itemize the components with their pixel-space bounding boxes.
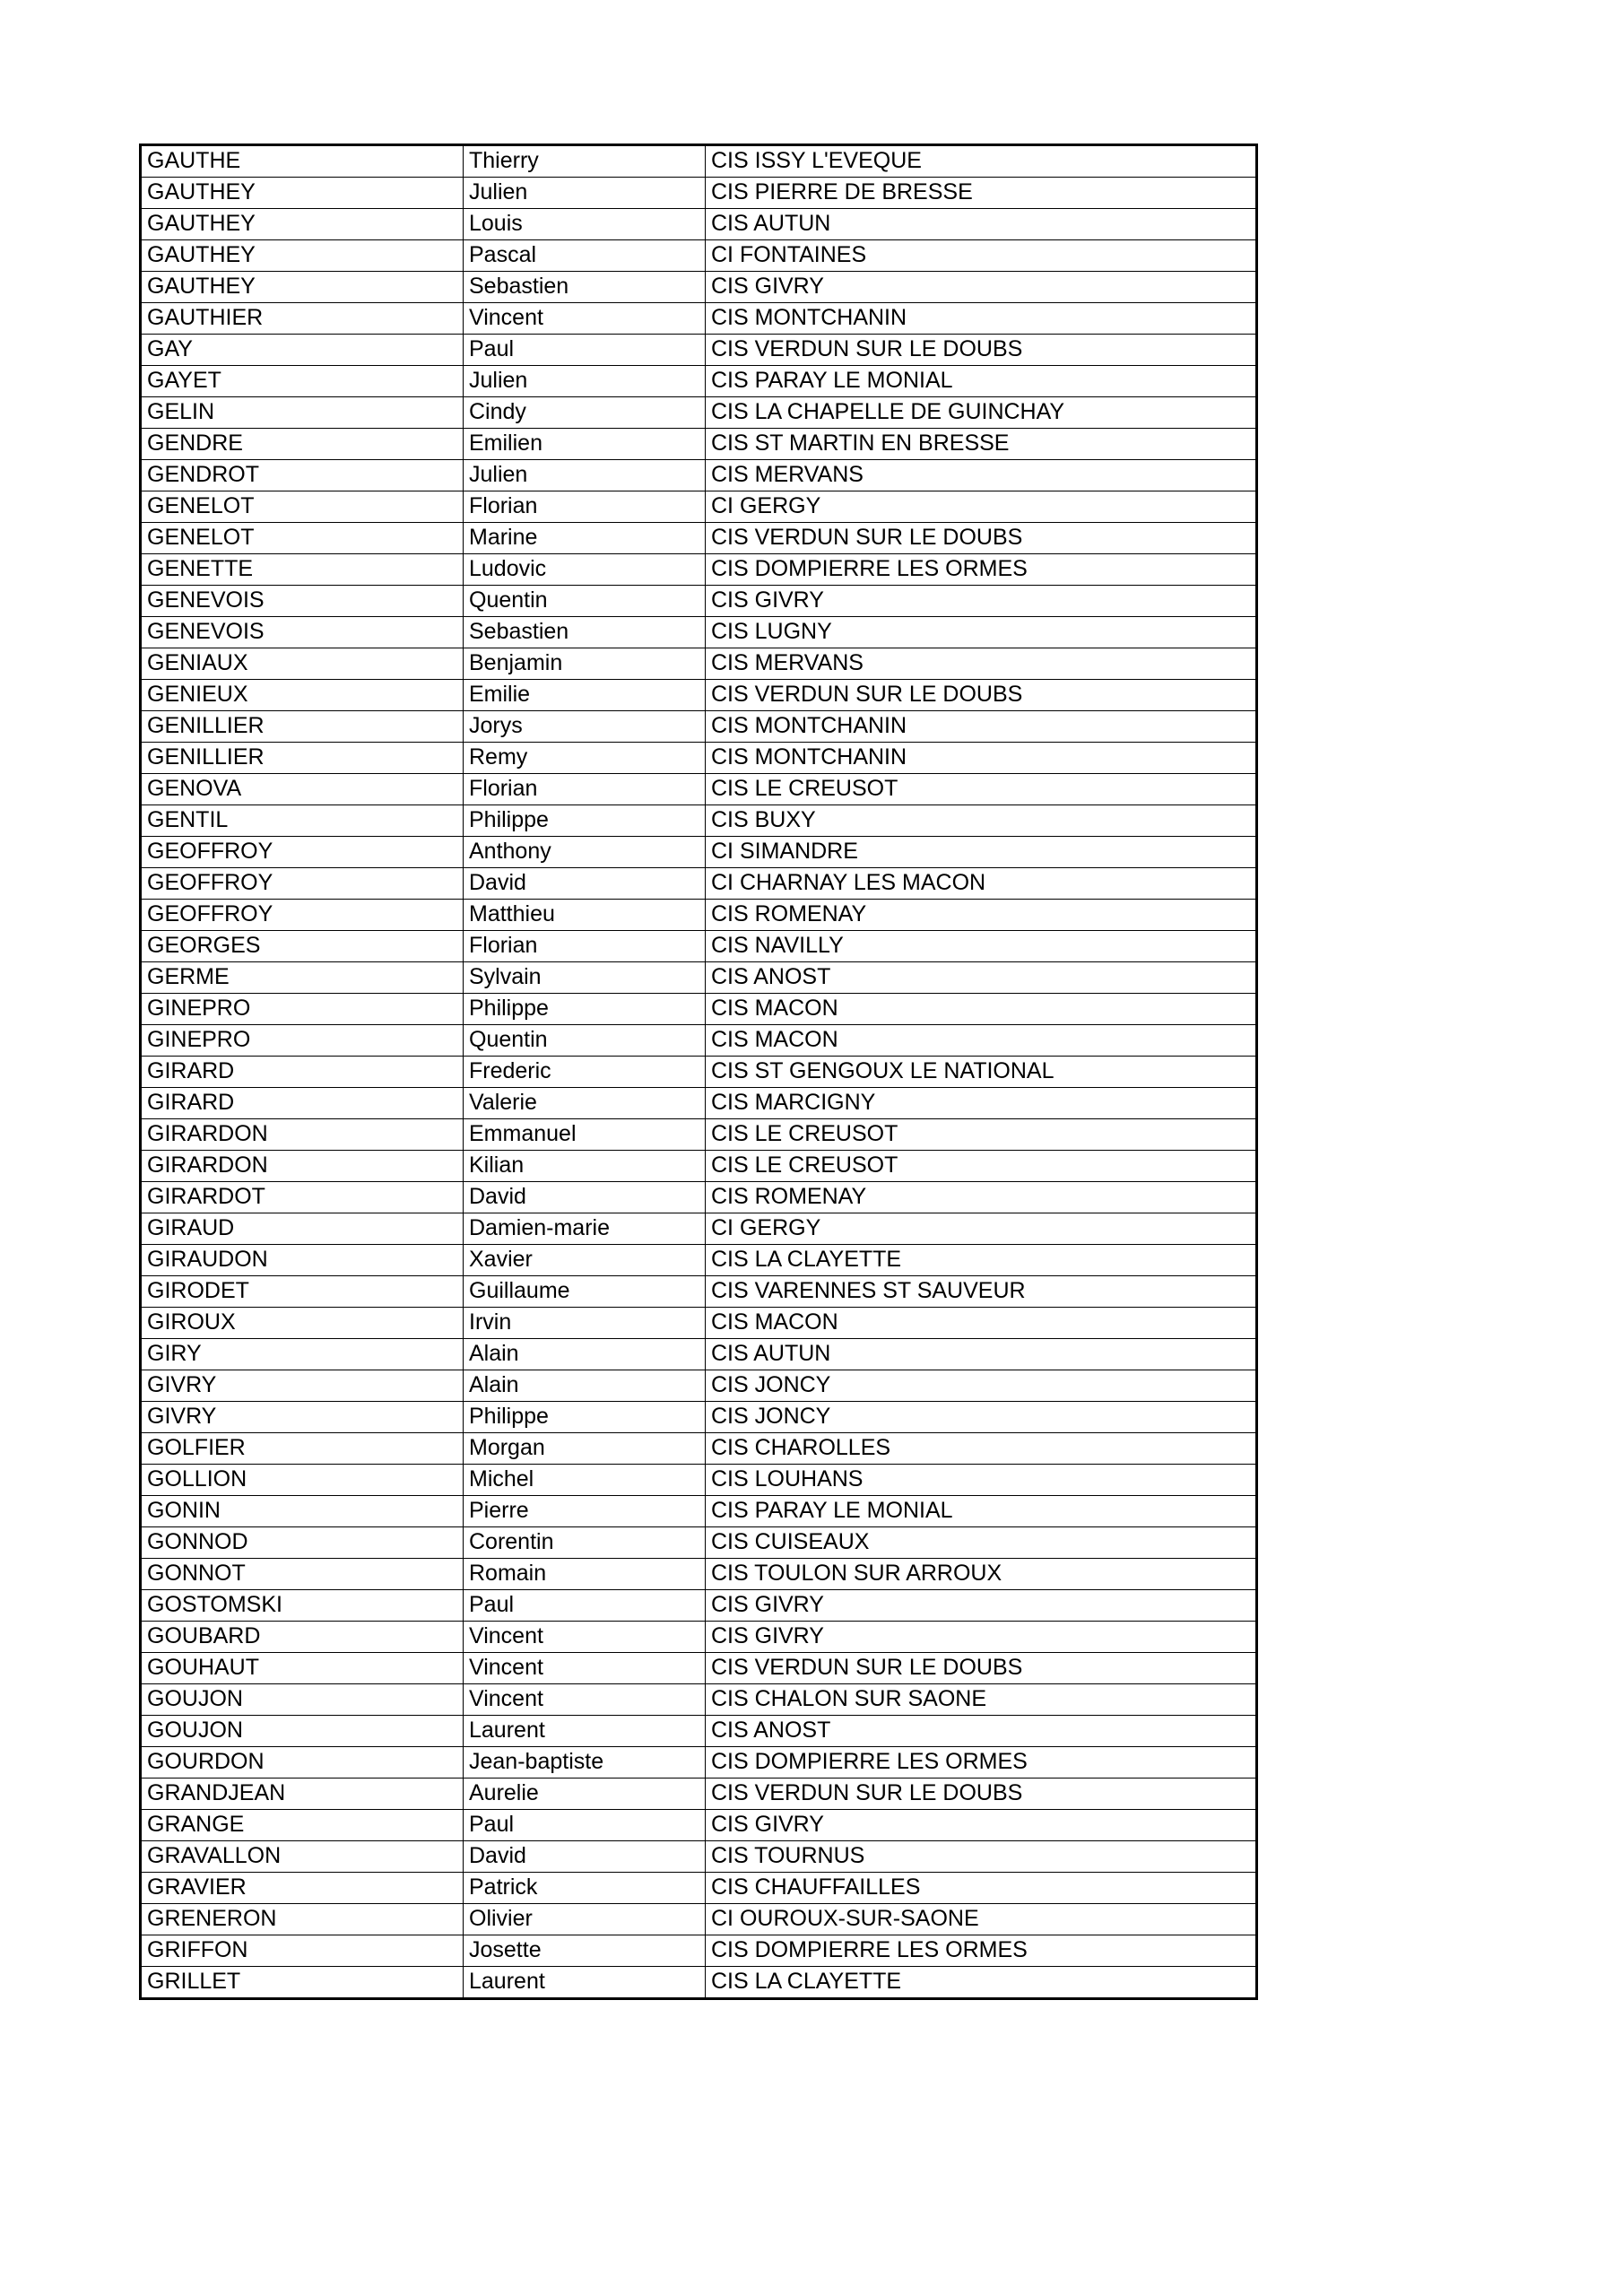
- table-row: [141, 240, 1257, 272]
- table-row: [141, 1873, 1257, 1904]
- cell-first-name: Guillaume: [464, 1276, 706, 1308]
- cell-unit: CIS DOMPIERRE LES ORMES: [706, 1747, 1257, 1779]
- cell-unit: CIS MONTCHANIN: [706, 743, 1257, 774]
- cell-last-name: GIRAUDON: [141, 1245, 464, 1276]
- cell-last-name: GRENERON: [141, 1904, 464, 1935]
- cell-first-name: Cindy: [464, 397, 706, 429]
- cell-unit: CI CHARNAY LES MACON: [706, 868, 1257, 900]
- cell-first-name: Pierre: [464, 1496, 706, 1527]
- cell-last-name: GENOVA: [141, 774, 464, 805]
- table-row: [141, 743, 1257, 774]
- table-row: [141, 1402, 1257, 1433]
- cell-first-name: Florian: [464, 931, 706, 962]
- cell-unit: CIS LE CREUSOT: [706, 774, 1257, 805]
- cell-first-name: Corentin: [464, 1527, 706, 1559]
- cell-first-name: Florian: [464, 491, 706, 523]
- cell-unit: CIS VERDUN SUR LE DOUBS: [706, 523, 1257, 554]
- table-row: [141, 868, 1257, 900]
- cell-last-name: GIRARDON: [141, 1151, 464, 1182]
- table-row: [141, 1339, 1257, 1370]
- cell-unit: CIS MACON: [706, 1025, 1257, 1057]
- cell-first-name: Vincent: [464, 303, 706, 335]
- cell-first-name: Quentin: [464, 1025, 706, 1057]
- cell-unit: CI SIMANDRE: [706, 837, 1257, 868]
- cell-last-name: GAY: [141, 335, 464, 366]
- table-row: [141, 1841, 1257, 1873]
- cell-unit: CIS ROMENAY: [706, 900, 1257, 931]
- cell-unit: CIS CHAROLLES: [706, 1433, 1257, 1465]
- cell-unit: CI OUROUX-SUR-SAONE: [706, 1904, 1257, 1935]
- cell-last-name: GRIFFON: [141, 1935, 464, 1967]
- cell-unit: CIS GIVRY: [706, 1590, 1257, 1622]
- cell-unit: CIS DOMPIERRE LES ORMES: [706, 554, 1257, 586]
- roster-table-body: [141, 145, 1257, 1999]
- cell-unit: CI GERGY: [706, 491, 1257, 523]
- cell-unit: CIS JONCY: [706, 1370, 1257, 1402]
- table-row: [141, 1653, 1257, 1684]
- cell-unit: CIS NAVILLY: [706, 931, 1257, 962]
- cell-last-name: GRAVIER: [141, 1873, 464, 1904]
- cell-last-name: GENILLIER: [141, 743, 464, 774]
- table-row: [141, 335, 1257, 366]
- cell-first-name: Emilie: [464, 680, 706, 711]
- table-row: [141, 1213, 1257, 1245]
- cell-unit: CIS PIERRE DE BRESSE: [706, 178, 1257, 209]
- cell-first-name: Kilian: [464, 1151, 706, 1182]
- cell-last-name: GRAVALLON: [141, 1841, 464, 1873]
- cell-unit: CI GERGY: [706, 1213, 1257, 1245]
- cell-unit: CIS JONCY: [706, 1402, 1257, 1433]
- cell-last-name: GOUBARD: [141, 1622, 464, 1653]
- cell-last-name: GAUTHEY: [141, 240, 464, 272]
- cell-first-name: Julien: [464, 178, 706, 209]
- cell-last-name: GENELOT: [141, 491, 464, 523]
- cell-unit: CIS MERVANS: [706, 648, 1257, 680]
- cell-last-name: GENELOT: [141, 523, 464, 554]
- table-row: [141, 962, 1257, 994]
- cell-unit: CIS AUTUN: [706, 209, 1257, 240]
- table-row: [141, 209, 1257, 240]
- table-row: [141, 491, 1257, 523]
- cell-unit: CIS LOUHANS: [706, 1465, 1257, 1496]
- cell-first-name: Patrick: [464, 1873, 706, 1904]
- table-row: [141, 1779, 1257, 1810]
- cell-first-name: Florian: [464, 774, 706, 805]
- cell-first-name: Thierry: [464, 145, 706, 178]
- cell-first-name: Sylvain: [464, 962, 706, 994]
- cell-unit: CIS PARAY LE MONIAL: [706, 366, 1257, 397]
- cell-last-name: GEORGES: [141, 931, 464, 962]
- table-row: [141, 711, 1257, 743]
- cell-unit: CIS LUGNY: [706, 617, 1257, 648]
- cell-last-name: GAUTHEY: [141, 209, 464, 240]
- cell-first-name: Alain: [464, 1339, 706, 1370]
- cell-first-name: Philippe: [464, 805, 706, 837]
- table-row: [141, 1716, 1257, 1747]
- table-row: [141, 586, 1257, 617]
- cell-last-name: GENTIL: [141, 805, 464, 837]
- cell-first-name: Benjamin: [464, 648, 706, 680]
- cell-first-name: Philippe: [464, 1402, 706, 1433]
- cell-first-name: Aurelie: [464, 1779, 706, 1810]
- cell-unit: CIS LA CHAPELLE DE GUINCHAY: [706, 397, 1257, 429]
- cell-first-name: Paul: [464, 335, 706, 366]
- table-row: [141, 554, 1257, 586]
- cell-last-name: GIRARDOT: [141, 1182, 464, 1213]
- table-row: [141, 1182, 1257, 1213]
- cell-unit: CIS LA CLAYETTE: [706, 1245, 1257, 1276]
- table-row: [141, 931, 1257, 962]
- table-row: [141, 1308, 1257, 1339]
- cell-unit: CIS AUTUN: [706, 1339, 1257, 1370]
- table-row: [141, 805, 1257, 837]
- cell-last-name: GOUHAUT: [141, 1653, 464, 1684]
- cell-first-name: Emilien: [464, 429, 706, 460]
- table-row: [141, 303, 1257, 335]
- cell-unit: CIS DOMPIERRE LES ORMES: [706, 1935, 1257, 1967]
- cell-unit: CIS ST MARTIN EN BRESSE: [706, 429, 1257, 460]
- cell-unit: CIS TOULON SUR ARROUX: [706, 1559, 1257, 1590]
- cell-last-name: GOLFIER: [141, 1433, 464, 1465]
- table-row: [141, 680, 1257, 711]
- cell-first-name: David: [464, 1182, 706, 1213]
- cell-first-name: Vincent: [464, 1684, 706, 1716]
- cell-first-name: Michel: [464, 1465, 706, 1496]
- cell-last-name: GIVRY: [141, 1402, 464, 1433]
- cell-last-name: GOUJON: [141, 1684, 464, 1716]
- cell-last-name: GOSTOMSKI: [141, 1590, 464, 1622]
- cell-last-name: GOUJON: [141, 1716, 464, 1747]
- cell-unit: CIS ROMENAY: [706, 1182, 1257, 1213]
- cell-last-name: GAYET: [141, 366, 464, 397]
- table-row: [141, 145, 1257, 178]
- table-row: [141, 1747, 1257, 1779]
- cell-first-name: Frederic: [464, 1057, 706, 1088]
- cell-last-name: GIROUX: [141, 1308, 464, 1339]
- cell-first-name: Irvin: [464, 1308, 706, 1339]
- cell-last-name: GENIAUX: [141, 648, 464, 680]
- cell-last-name: GENILLIER: [141, 711, 464, 743]
- cell-first-name: David: [464, 868, 706, 900]
- cell-last-name: GIRARDON: [141, 1119, 464, 1151]
- table-row: [141, 774, 1257, 805]
- table-row: [141, 397, 1257, 429]
- cell-unit: CIS PARAY LE MONIAL: [706, 1496, 1257, 1527]
- cell-unit: CIS MERVANS: [706, 460, 1257, 491]
- table-row: [141, 1527, 1257, 1559]
- cell-last-name: GOURDON: [141, 1747, 464, 1779]
- cell-unit: CIS GIVRY: [706, 272, 1257, 303]
- table-row: [141, 1088, 1257, 1119]
- table-row: [141, 994, 1257, 1025]
- cell-first-name: Laurent: [464, 1716, 706, 1747]
- cell-first-name: Laurent: [464, 1967, 706, 1999]
- cell-last-name: GIVRY: [141, 1370, 464, 1402]
- cell-first-name: Quentin: [464, 586, 706, 617]
- table-row: [141, 366, 1257, 397]
- table-row: [141, 1590, 1257, 1622]
- table-row: [141, 1151, 1257, 1182]
- cell-last-name: GENETTE: [141, 554, 464, 586]
- cell-last-name: GIRODET: [141, 1276, 464, 1308]
- table-row: [141, 1810, 1257, 1841]
- cell-last-name: GEOFFROY: [141, 900, 464, 931]
- roster-table: [139, 144, 1258, 2000]
- cell-first-name: Philippe: [464, 994, 706, 1025]
- table-row: [141, 1559, 1257, 1590]
- cell-last-name: GENDROT: [141, 460, 464, 491]
- cell-first-name: Julien: [464, 460, 706, 491]
- cell-first-name: Xavier: [464, 1245, 706, 1276]
- cell-first-name: Anthony: [464, 837, 706, 868]
- cell-last-name: GIRY: [141, 1339, 464, 1370]
- cell-unit: CIS MACON: [706, 1308, 1257, 1339]
- cell-first-name: Ludovic: [464, 554, 706, 586]
- table-row: [141, 1465, 1257, 1496]
- table-row: [141, 648, 1257, 680]
- cell-last-name: GAUTHEY: [141, 178, 464, 209]
- table-row: [141, 1433, 1257, 1465]
- cell-unit: CIS ST GENGOUX LE NATIONAL: [706, 1057, 1257, 1088]
- cell-first-name: Paul: [464, 1810, 706, 1841]
- table-row: [141, 1245, 1257, 1276]
- cell-last-name: GAUTHIER: [141, 303, 464, 335]
- cell-first-name: Josette: [464, 1935, 706, 1967]
- table-row: [141, 272, 1257, 303]
- cell-unit: CIS VERDUN SUR LE DOUBS: [706, 335, 1257, 366]
- table-row: [141, 1276, 1257, 1308]
- cell-first-name: Jean-baptiste: [464, 1747, 706, 1779]
- cell-unit: CIS CHALON SUR SAONE: [706, 1684, 1257, 1716]
- cell-first-name: Jorys: [464, 711, 706, 743]
- roster-table-container: [139, 144, 1255, 2000]
- cell-last-name: GRANDJEAN: [141, 1779, 464, 1810]
- cell-first-name: Julien: [464, 366, 706, 397]
- cell-first-name: Romain: [464, 1559, 706, 1590]
- cell-first-name: Louis: [464, 209, 706, 240]
- cell-first-name: Damien-marie: [464, 1213, 706, 1245]
- cell-last-name: GINEPRO: [141, 1025, 464, 1057]
- table-row: [141, 1496, 1257, 1527]
- table-row: [141, 837, 1257, 868]
- cell-unit: CIS LE CREUSOT: [706, 1151, 1257, 1182]
- table-row: [141, 1370, 1257, 1402]
- cell-last-name: GENDRE: [141, 429, 464, 460]
- cell-first-name: Paul: [464, 1590, 706, 1622]
- cell-last-name: GRANGE: [141, 1810, 464, 1841]
- cell-last-name: GONNOD: [141, 1527, 464, 1559]
- cell-unit: CIS LE CREUSOT: [706, 1119, 1257, 1151]
- cell-unit: CIS LA CLAYETTE: [706, 1967, 1257, 1999]
- cell-unit: CIS VERDUN SUR LE DOUBS: [706, 1779, 1257, 1810]
- table-row: [141, 460, 1257, 491]
- cell-first-name: Matthieu: [464, 900, 706, 931]
- cell-unit: CIS MACON: [706, 994, 1257, 1025]
- cell-last-name: GENIEUX: [141, 680, 464, 711]
- table-row: [141, 1119, 1257, 1151]
- cell-first-name: Marine: [464, 523, 706, 554]
- cell-unit: CIS TOURNUS: [706, 1841, 1257, 1873]
- table-row: [141, 178, 1257, 209]
- cell-unit: CIS VERDUN SUR LE DOUBS: [706, 680, 1257, 711]
- cell-last-name: GIRARD: [141, 1057, 464, 1088]
- cell-first-name: Alain: [464, 1370, 706, 1402]
- cell-unit: CIS GIVRY: [706, 1810, 1257, 1841]
- table-row: [141, 1904, 1257, 1935]
- cell-first-name: Emmanuel: [464, 1119, 706, 1151]
- table-row: [141, 1935, 1257, 1967]
- cell-last-name: GENEVOIS: [141, 617, 464, 648]
- table-row: [141, 1967, 1257, 1999]
- cell-first-name: Sebastien: [464, 272, 706, 303]
- cell-last-name: GONNOT: [141, 1559, 464, 1590]
- cell-unit: CIS BUXY: [706, 805, 1257, 837]
- cell-first-name: Vincent: [464, 1622, 706, 1653]
- cell-first-name: Olivier: [464, 1904, 706, 1935]
- cell-last-name: GONIN: [141, 1496, 464, 1527]
- cell-last-name: GEOFFROY: [141, 868, 464, 900]
- table-row: [141, 900, 1257, 931]
- cell-last-name: GELIN: [141, 397, 464, 429]
- table-row: [141, 1025, 1257, 1057]
- cell-first-name: Remy: [464, 743, 706, 774]
- cell-first-name: Pascal: [464, 240, 706, 272]
- cell-unit: CIS ANOST: [706, 962, 1257, 994]
- cell-unit: CIS MARCIGNY: [706, 1088, 1257, 1119]
- cell-last-name: GERME: [141, 962, 464, 994]
- table-row: [141, 1622, 1257, 1653]
- cell-unit: CIS CUISEAUX: [706, 1527, 1257, 1559]
- cell-last-name: GAUTHEY: [141, 272, 464, 303]
- table-row: [141, 523, 1257, 554]
- cell-last-name: GRILLET: [141, 1967, 464, 1999]
- cell-last-name: GENEVOIS: [141, 586, 464, 617]
- cell-last-name: GEOFFROY: [141, 837, 464, 868]
- cell-unit: CIS ISSY L'EVEQUE: [706, 145, 1257, 178]
- table-row: [141, 1057, 1257, 1088]
- cell-unit: CI FONTAINES: [706, 240, 1257, 272]
- cell-unit: CIS CHAUFFAILLES: [706, 1873, 1257, 1904]
- cell-first-name: David: [464, 1841, 706, 1873]
- cell-last-name: GOLLION: [141, 1465, 464, 1496]
- cell-unit: CIS GIVRY: [706, 1622, 1257, 1653]
- cell-first-name: Morgan: [464, 1433, 706, 1465]
- table-row: [141, 1684, 1257, 1716]
- cell-unit: CIS ANOST: [706, 1716, 1257, 1747]
- cell-last-name: GIRARD: [141, 1088, 464, 1119]
- cell-unit: CIS MONTCHANIN: [706, 711, 1257, 743]
- cell-unit: CIS VARENNES ST SAUVEUR: [706, 1276, 1257, 1308]
- table-row: [141, 429, 1257, 460]
- cell-unit: CIS MONTCHANIN: [706, 303, 1257, 335]
- cell-first-name: Sebastien: [464, 617, 706, 648]
- cell-unit: CIS GIVRY: [706, 586, 1257, 617]
- cell-first-name: Valerie: [464, 1088, 706, 1119]
- cell-last-name: GIRAUD: [141, 1213, 464, 1245]
- cell-last-name: GAUTHE: [141, 145, 464, 178]
- table-row: [141, 617, 1257, 648]
- cell-first-name: Vincent: [464, 1653, 706, 1684]
- cell-unit: CIS VERDUN SUR LE DOUBS: [706, 1653, 1257, 1684]
- cell-last-name: GINEPRO: [141, 994, 464, 1025]
